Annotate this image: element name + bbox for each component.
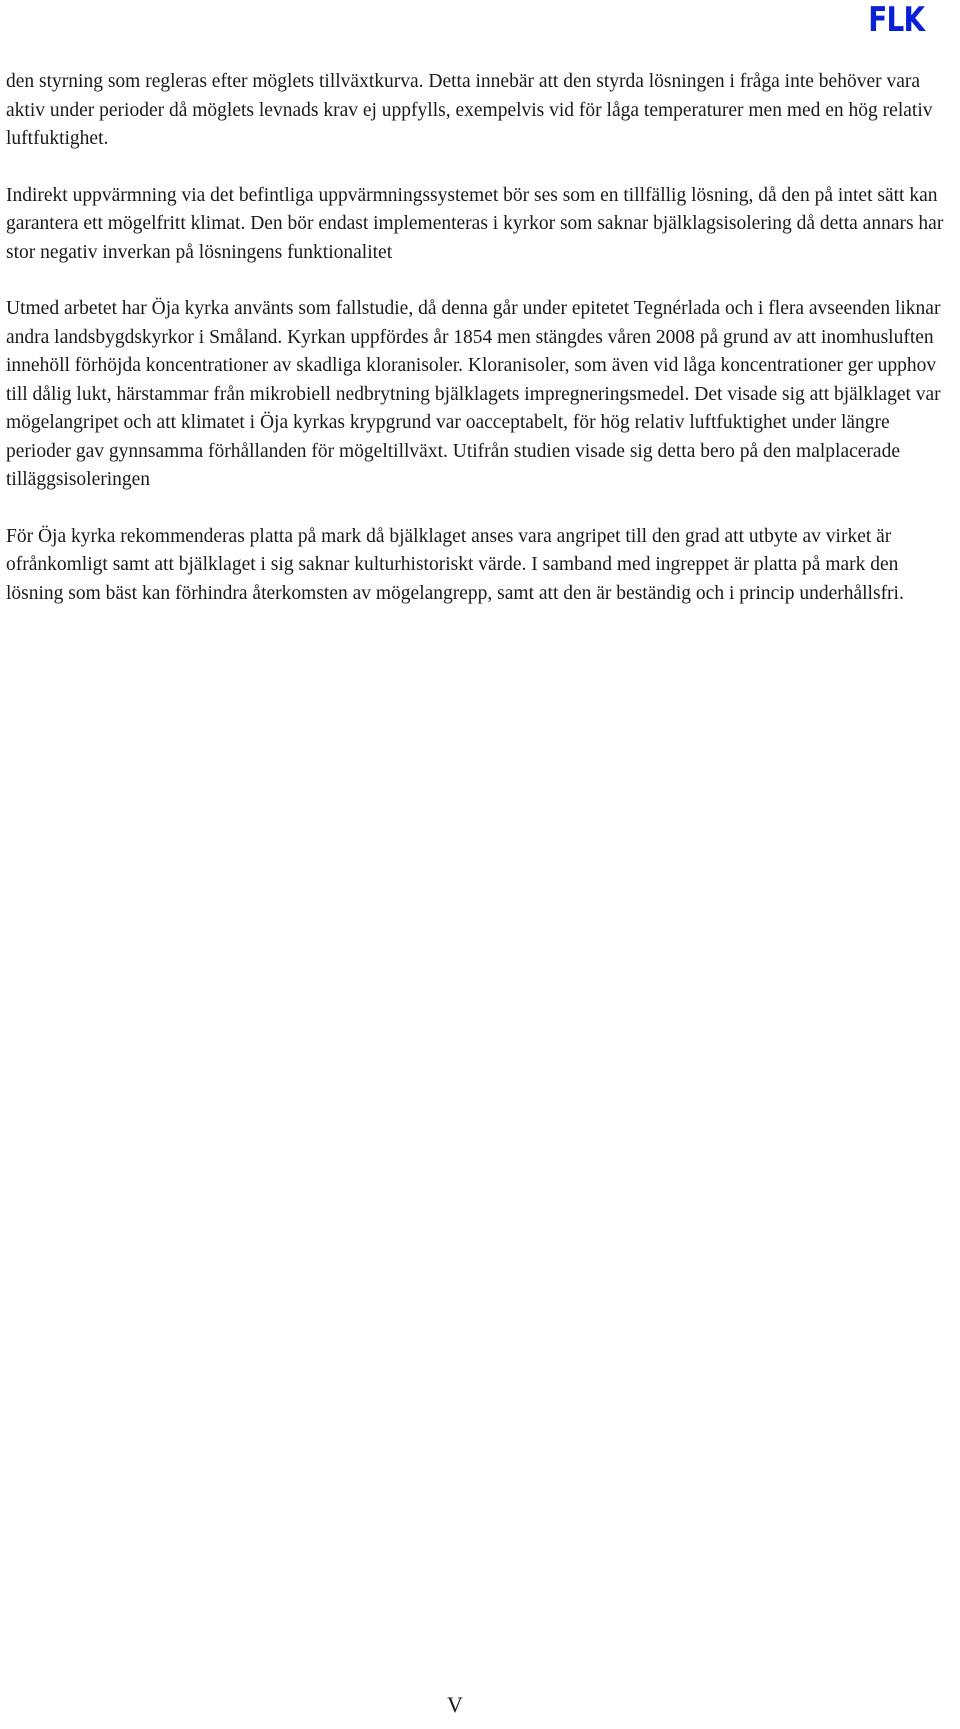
page-number: V: [447, 1692, 463, 1717]
paragraph-1: den styrning som regleras efter möglets tillväxtkurva. Detta innebär att den styrda lösningen i fråga inte behöver vara aktiv under perioder då möglets levnads krav ej uppfylls, exempelvis vid för låga temperaturer men med en hög relativ luftfuktighet.: [6, 71, 933, 149]
paragraph-3: Utmed arbetet har Öja kyrka använts som fallstudie, då denna går under epitetet Tegnérlada och i flera avseenden liknar andra landsbygdskyrkor i Småland. Kyrkan uppfördes år 1854 men stängdes våren 2008 på grund av att inomhusluften innehöll förhöjda koncentrationer av skadliga kloranisoler. Kloranisoler, som även vid låga koncentrationer ger upphov till dålig lukt, härstammar från mikrobiell nedbrytning bjälklagets impregneringsmedel. Det visade sig att bjälklaget var mögelangripet och att klimatet i Öja kyrkas krypgrund var oacceptabelt, för hög relativ luftfuktighet under längre perioder gav gynnsamma förhållanden för mögeltillväxt. Utifrån studien visade sig detta bero på den malplacerade tilläggsisoleringen: [6, 298, 941, 490]
paragraph-4: För Öja kyrka rekommenderas platta på mark då bjälklaget anses vara angripet till den grad att utbyte av virket är ofrånkomligt samt att bjälklaget i sig saknar kulturhistoriskt värde. I samband med ingreppet är platta på mark den lösning som bäst kan förhindra återkomsten av mögelangrepp, samt att den är beständig och i princip underhållsfri.: [6, 525, 904, 604]
flk-logo: FLK: [868, 0, 924, 40]
document-body: [6, 68, 950, 636]
paragraph-2: Indirekt uppvärmning via det befintliga uppvärmningssystemet bör ses som en tillfällig lösning, då den på intet sätt kan garantera ett mögelfritt klimat. Den bör endast implementeras i kyrkor som saknar bjälklagsisolering då detta annars har stor negativ inverkan på lösningens funktionalitet: [6, 184, 944, 263]
